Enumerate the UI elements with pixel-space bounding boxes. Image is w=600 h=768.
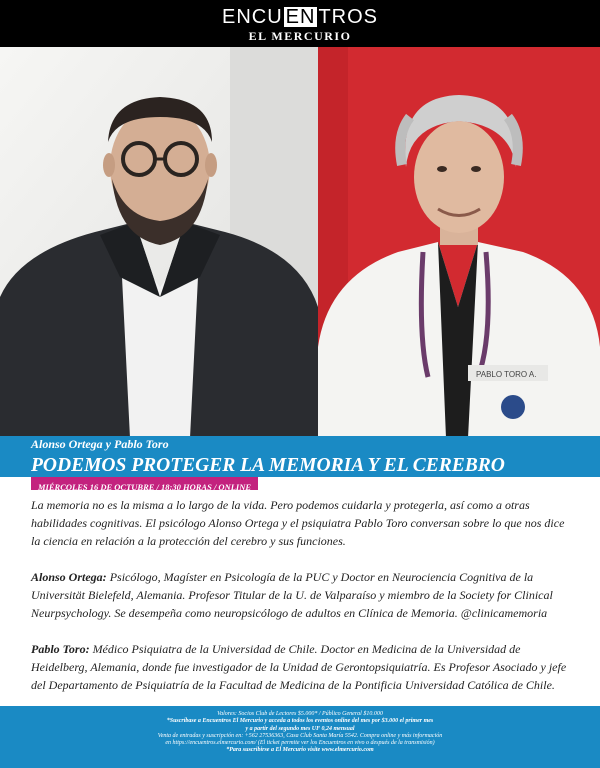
speakers-names: Alonso Ortega y Pablo Toro	[31, 437, 169, 451]
bio-text-pablo: Médico Psiquiatra de la Universidad de Chile. Doctor en Medicina de la Universidad de Heidelberg, Alemania, donde fue investigador de la Unidad de Gerontopsiquiatría. Es Profesor Asociado y jefe del Departamento de Psiquiatría de la Facultad de Medicina de la Pontificia Universidad Católica de Chile.	[31, 642, 567, 692]
footer-sales-info: Venta de entradas y suscripción en: +562 27536363, Casa Club Santa María 5542. Compra online y más información	[157, 732, 443, 739]
portrait-illustration-right	[318, 47, 600, 438]
title-bar	[0, 454, 600, 477]
logo-part-1: ENCU	[221, 6, 283, 28]
logo-highlight: EN	[285, 6, 316, 28]
photo-pablo-toro	[318, 47, 600, 438]
photo-alonso-ortega	[0, 47, 318, 438]
speakers-bar	[0, 436, 600, 454]
footer-mercurio-link: *Para suscribirse a El Mercurio visite www.elmercurio.com	[226, 747, 374, 754]
bio-alonso-ortega	[31, 568, 576, 622]
footer-subscription-price: y a partir del segundo mes UF 0,24 mensual	[245, 725, 355, 732]
header-bar	[0, 0, 600, 47]
bio-pablo-toro	[31, 640, 576, 694]
encuentros-logo	[0, 6, 600, 28]
portrait-illustration-left	[0, 47, 318, 438]
logo-part-2: TROS	[318, 6, 379, 28]
bio-text-alonso: Psicólogo, Magíster en Psicología de la PUC y Doctor en Neurociencia Cognitiva de la Universität Bielefeld, Alemania. Profesor Titular de la U. de Valparaíso y miembro de la Society for Clinical Neurpsychology. Se desempeña como neuropsicólogo de adultos en Clínica de Memoria. @clinicamemoria	[31, 570, 553, 620]
event-title: PODEMOS PROTEGER LA MEMORIA Y EL CEREBRO	[31, 455, 505, 476]
event-datetime: MIÉRCOLES 16 DE OCTUBRE / 18:30 HORAS / ONLINE	[38, 482, 252, 492]
footer-prices: Valores: Socios Club de Lectores $5.000* / Público General $10.000	[217, 711, 383, 717]
el-mercurio-logo: EL MERCURIO	[248, 29, 352, 43]
footer-website-info: en https://encuentros.elmercurio.com/ (El ticket permite ver los Encuentros en vivo o después de la transmisión)	[165, 740, 435, 747]
footer-info	[0, 706, 600, 768]
event-description	[31, 496, 576, 712]
bio-name-pablo: Pablo Toro:	[31, 642, 90, 656]
date-badge	[31, 477, 258, 490]
footer-subscription-offer: *Suscríbase a Encuentros El Mercurio y acceda a todos los eventos online del mes por $3.000 el primer mes	[166, 718, 434, 725]
coat-name-badge: PABLO TORO A.	[476, 370, 537, 379]
bio-name-alonso: Alonso Ortega:	[31, 570, 107, 584]
intro-paragraph: La memoria no es la misma a lo largo de la vida. Pero podemos cuidarla y protegerla, así como a otras habilidades cognitivas. El psicólogo Alonso Ortega y el psiquiatra Pablo Toro conversan sobre lo que nos dice la ciencia en relación a la protección del cerebro y sus funciones.	[31, 498, 565, 548]
